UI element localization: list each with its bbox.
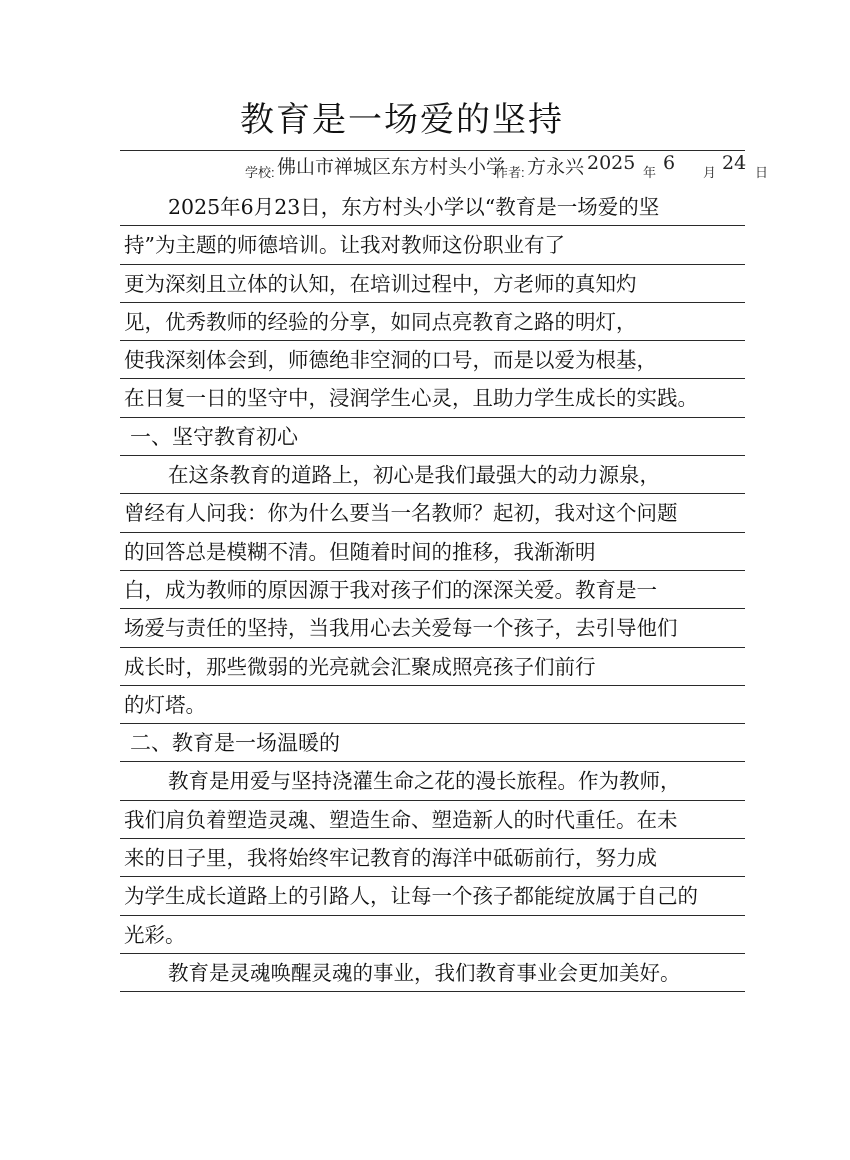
section-heading-2: 二、教育是一场温暖的 xyxy=(120,724,745,762)
day-label: 日 xyxy=(755,165,769,180)
text-line: 教育是用爱与坚持浇灌生命之花的漫长旅程。作为教师， xyxy=(120,762,745,800)
text-line: 在日复一日的坚守中，浸润学生心灵，且助力学生成长的实践。 xyxy=(120,379,745,417)
text-line: 在这条教育的道路上，初心是我们最强大的动力源泉， xyxy=(120,456,745,494)
text-line: 更为深刻且立体的认知，在培训过程中，方老师的真知灼 xyxy=(120,265,745,303)
ruled-text-area xyxy=(120,188,745,992)
text-line: 教育是灵魂唤醒灵魂的事业，我们教育事业会更加美好。 xyxy=(120,954,745,992)
text-line: 见，优秀教师的经验的分享，如同点亮教育之路的明灯， xyxy=(120,303,745,341)
month-label: 月 xyxy=(703,165,717,180)
day-value: 24 xyxy=(722,152,747,174)
essay-title: 教育是一场爱的坚持 xyxy=(240,100,564,140)
text-line: 为学生成长道路上的引路人，让每一个孩子都能绽放属于自己的 xyxy=(120,877,745,915)
text-line: 曾经有人问我：你为什么要当一名教师？起初，我对这个问题 xyxy=(120,494,745,532)
school-label: 学校: xyxy=(245,165,275,180)
text-line: 的回答总是模糊不清。但随着时间的推移，我渐渐明 xyxy=(120,533,745,571)
text-line: 成长时，那些微弱的光亮就会汇聚成照亮孩子们前行 xyxy=(120,648,745,686)
author-value: 方永兴 xyxy=(527,156,585,178)
author-label: 作者: xyxy=(495,165,525,180)
essay-meta-row xyxy=(245,150,769,188)
section-heading-1: 一、坚守教育初心 xyxy=(120,418,745,456)
year-label: 年 xyxy=(643,165,657,180)
text-line: 来的日子里，我将始终牢记教育的海洋中砥砺前行，努力成 xyxy=(120,839,745,877)
text-line: 我们肩负着塑造灵魂、塑造生命、塑造新人的时代重任。在未 xyxy=(120,801,745,839)
text-line: 使我深刻体会到，师德绝非空洞的口号，而是以爱为根基， xyxy=(120,341,745,379)
text-line: 光彩。 xyxy=(120,916,745,954)
year-value: 2025 xyxy=(587,152,636,174)
text-line: 持”为主题的师德培训。让我对教师这份职业有了 xyxy=(120,226,745,264)
top-rule-line xyxy=(120,150,745,151)
text-line: 场爱与责任的坚持，当我用心去关爱每一个孩子，去引导他们 xyxy=(120,609,745,647)
text-line: 白，成为教师的原因源于我对孩子们的深深关爱。教育是一 xyxy=(120,571,745,609)
month-value: 6 xyxy=(663,152,676,174)
text-line: 2025年6月23日，东方村头小学以“教育是一场爱的坚 xyxy=(120,188,745,226)
text-line: 的灯塔。 xyxy=(120,686,745,724)
school-value: 佛山市禅城区东方村头小学 xyxy=(277,156,506,178)
